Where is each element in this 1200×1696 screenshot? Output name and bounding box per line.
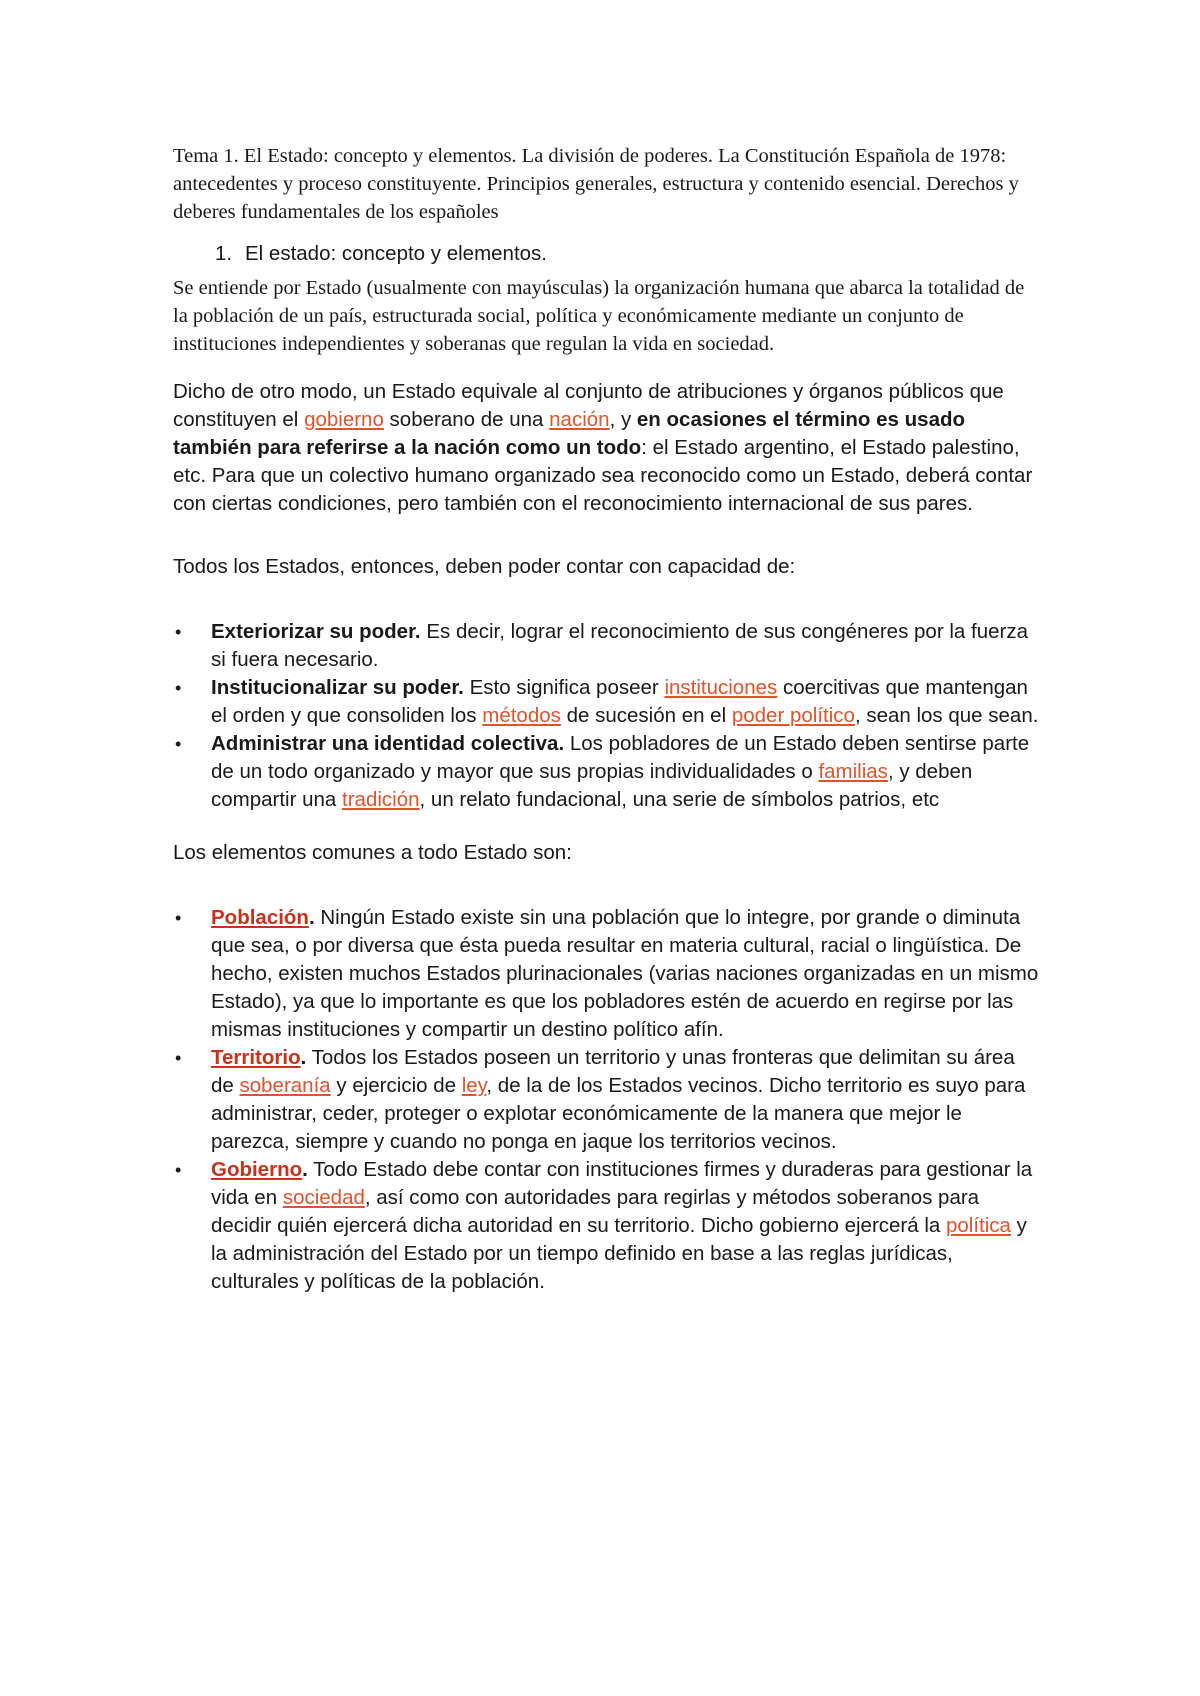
item-period: . bbox=[300, 1046, 307, 1069]
p2-text-1: Dicho de otro modo, un Estado equivale al conjunto de atribuciones y órganos públicos que constituyen el bbox=[173, 380, 1004, 431]
section-number: 1. bbox=[215, 242, 233, 265]
item-period: . bbox=[308, 906, 315, 929]
link-poder-politico[interactable]: poder político bbox=[731, 704, 855, 727]
item-text: Es decir, lograr el reconocimiento de sus congéneres por la fuerza si fuera necesario. bbox=[211, 620, 1028, 671]
list-item bbox=[173, 730, 1043, 814]
bullet-icon: • bbox=[175, 1160, 182, 1180]
bullet-icon: • bbox=[175, 734, 182, 754]
list-item bbox=[173, 618, 1043, 674]
link-gobierno[interactable]: gobierno bbox=[304, 408, 384, 431]
capacities-list bbox=[173, 618, 1043, 814]
list-item bbox=[173, 1044, 1043, 1156]
link-sociedad[interactable]: sociedad bbox=[282, 1186, 365, 1209]
item-text: , de la de los Estados vecinos. Dicho territorio es suyo para administrar, ceder, proteger o explotar económicamente de la manera que mejor le parezca, siempre y cuando no ponga en jaque los territorios vecinos. bbox=[211, 1074, 1026, 1153]
link-gobierno-element[interactable]: Gobierno bbox=[211, 1158, 303, 1181]
list-item bbox=[173, 904, 1043, 1044]
list-item bbox=[173, 1156, 1043, 1296]
item-text: Los pobladores de un Estado deben sentirse parte de un todo organizado y mayor que sus propias individualidades o bbox=[211, 732, 1030, 783]
item-text: , sean los que sean. bbox=[854, 704, 1039, 727]
p2-text-2: soberano de una bbox=[383, 408, 550, 431]
document-page bbox=[173, 142, 1043, 1296]
paragraph-capacities-intro: Todos los Estados, entonces, deben poder contar con capacidad de: bbox=[173, 555, 796, 578]
item-bold-label: Exteriorizar su poder. bbox=[211, 620, 421, 643]
item-text: , y deben compartir una bbox=[211, 760, 973, 811]
section-heading-text: El estado: concepto y elementos. bbox=[245, 242, 547, 265]
item-text: de sucesión en el bbox=[560, 704, 732, 727]
p2-text-4: : el Estado argentino, el Estado palestino, etc. Para que un colectivo humano organizado sea reconocido como un Estado, deberá contar con ciertas condiciones, pero también con el reconocimiento internacional de sus pares. bbox=[173, 436, 1033, 515]
item-period: . bbox=[302, 1158, 308, 1181]
link-ley[interactable]: ley bbox=[461, 1074, 487, 1097]
p2-bold-text: en ocasiones el término es usado también para referirse a la nación como un todo bbox=[173, 408, 966, 459]
p2-text-3: , y bbox=[609, 408, 637, 431]
intro-paragraph: Se entiende por Estado (usualmente con mayúsculas) la organización humana que abarca la totalidad de la población de un país, estructurada social, política y económicamente mediante un conjunto de instituciones independientes y soberanas que regulan la vida en sociedad. bbox=[173, 277, 1025, 355]
item-text: Todos los Estados poseen un territorio y unas fronteras que delimitan su área de bbox=[211, 1046, 1015, 1097]
link-instituciones[interactable]: instituciones bbox=[664, 676, 778, 699]
item-text: , un relato fundacional, una serie de símbolos patrios, etc bbox=[419, 788, 940, 811]
document-title: Tema 1. El Estado: concepto y elementos. La división de poderes. La Constitución Española de 1978: antecedentes y proceso constituyente. Principios generales, estructura y contenido esencial. Derechos y deberes fundamentales de los españoles bbox=[173, 145, 1019, 223]
item-bold-label: Administrar una identidad colectiva. bbox=[211, 732, 565, 755]
item-text: Esto significa poseer bbox=[463, 676, 665, 699]
link-familias[interactable]: familias bbox=[818, 760, 888, 783]
bullet-icon: • bbox=[175, 678, 182, 698]
section-heading bbox=[173, 240, 1043, 268]
item-text: Todo Estado debe contar con instituciones firmes y duraderas para gestionar la vida en bbox=[211, 1158, 1033, 1209]
link-territorio[interactable]: Territorio bbox=[211, 1046, 301, 1069]
link-nacion[interactable]: nación bbox=[549, 408, 610, 431]
paragraph-elements-intro: Los elementos comunes a todo Estado son: bbox=[173, 841, 572, 864]
link-metodos[interactable]: métodos bbox=[482, 704, 561, 727]
bullet-icon: • bbox=[175, 622, 182, 642]
item-text: coercitivas que mantengan el orden y que consoliden los bbox=[211, 676, 1028, 727]
paragraph-definition bbox=[173, 378, 1043, 518]
item-text: , así como con autoridades para regirlas y métodos soberanos para decidir quién ejercerá dicha autoridad en su territorio. Dicho gobierno ejercerá la bbox=[211, 1186, 980, 1237]
link-soberania[interactable]: soberanía bbox=[239, 1074, 331, 1097]
link-tradicion[interactable]: tradición bbox=[342, 788, 420, 811]
elements-list bbox=[173, 904, 1043, 1296]
item-text: y ejercicio de bbox=[330, 1074, 462, 1097]
item-text: Ningún Estado existe sin una población que lo integre, por grande o diminuta que sea, o por diversa que ésta pueda resultar en materia cultural, racial o lingüística. De hecho, existen muchos Estados plurinacionales (varias naciones organizadas en un mismo Estado), ya que lo importante es que los pobladores estén de acuerdo en regirse por las mismas instituciones y compartir un destino político afín. bbox=[211, 906, 1039, 1041]
bullet-icon: • bbox=[175, 1048, 182, 1068]
item-text: y la administración del Estado por un tiempo definido en base a las reglas jurídicas, culturales y políticas de la población. bbox=[211, 1214, 1027, 1293]
link-politica[interactable]: política bbox=[946, 1214, 1011, 1237]
bullet-icon: • bbox=[175, 908, 182, 928]
list-item bbox=[173, 674, 1043, 730]
link-poblacion[interactable]: Población bbox=[211, 906, 309, 929]
item-bold-label: Institucionalizar su poder. bbox=[211, 676, 464, 699]
